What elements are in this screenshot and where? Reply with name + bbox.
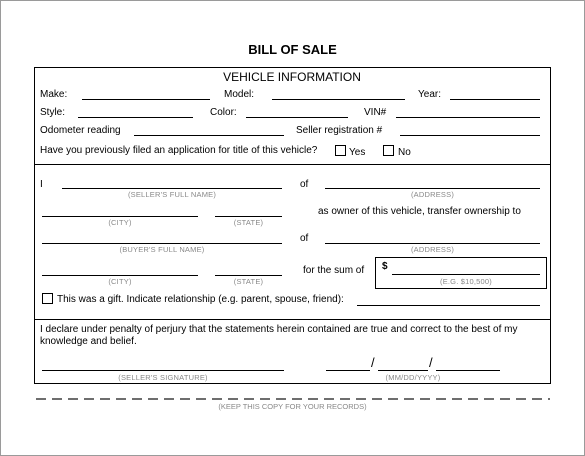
vin-field[interactable] <box>396 117 540 118</box>
color-label: Color: <box>210 107 237 118</box>
buyer-state-caption: (STATE) <box>233 277 264 286</box>
buyer-city-caption: (CITY) <box>108 277 132 286</box>
i-label: I <box>40 179 43 190</box>
make-field[interactable] <box>82 99 210 100</box>
sum-label: for the sum of <box>303 265 365 276</box>
of-label: of <box>300 179 309 190</box>
gift-checkbox[interactable] <box>42 293 53 304</box>
seller-name-caption: (SELLER'S FULL NAME) <box>127 190 217 199</box>
seller-city-field[interactable] <box>42 216 198 217</box>
buyer-address-field[interactable] <box>325 243 540 244</box>
yes-label: Yes <box>349 147 366 158</box>
section-title: VEHICLE INFORMATION <box>223 70 361 84</box>
date-year-field[interactable] <box>436 370 500 371</box>
seller-address-field[interactable] <box>325 188 540 189</box>
of-label-2: of <box>300 233 309 244</box>
buyer-state-field[interactable] <box>215 275 282 276</box>
style-label: Style: <box>40 107 66 118</box>
relationship-field[interactable] <box>357 305 540 306</box>
year-label: Year: <box>418 89 441 100</box>
seller-city-caption: (CITY) <box>108 218 132 227</box>
footer-note: (KEEP THIS COPY FOR YOUR RECORDS) <box>218 402 367 411</box>
cut-line <box>36 398 550 400</box>
date-slash-1: / <box>371 355 375 370</box>
seller-state-field[interactable] <box>215 216 282 217</box>
title-question: Have you previously filed an application for title of this vehicle? <box>40 145 318 156</box>
date-day-field[interactable] <box>378 370 428 371</box>
year-field[interactable] <box>450 99 540 100</box>
make-label: Make: <box>40 89 68 100</box>
model-field[interactable] <box>272 99 405 100</box>
seller-state-caption: (STATE) <box>233 218 264 227</box>
model-label: Model: <box>224 89 255 100</box>
no-label: No <box>398 147 411 158</box>
buyer-name-field[interactable] <box>42 243 282 244</box>
buyer-address-caption: (ADDRESS) <box>410 245 455 254</box>
gift-text: This was a gift. Indicate relationship (e.g. parent, spouse, friend): <box>57 294 344 305</box>
date-slash-2: / <box>429 355 433 370</box>
date-format-caption: (MM/DD/YYYY) <box>385 373 441 382</box>
seller-registration-label: Seller registration # <box>296 125 383 136</box>
signature-caption: (SELLER'S SIGNATURE) <box>118 373 208 382</box>
transfer-text: as owner of this vehicle, transfer ownership to <box>318 206 521 217</box>
buyer-name-caption: (BUYER'S FULL NAME) <box>119 245 205 254</box>
sum-example-caption: (E.G. $10,500) <box>440 277 492 286</box>
date-month-field[interactable] <box>326 370 370 371</box>
seller-name-field[interactable] <box>62 188 282 189</box>
section-divider-2 <box>34 319 551 320</box>
dollar-sign: $ <box>382 261 388 272</box>
declaration-text-line2: knowledge and belief. <box>40 336 137 347</box>
seller-registration-field[interactable] <box>400 135 540 136</box>
document-title: BILL OF SALE <box>248 42 337 57</box>
declaration-text-line1: I declare under penalty of perjury that the statements herein contained are true and correct to the best of my <box>40 324 518 335</box>
buyer-city-field[interactable] <box>42 275 198 276</box>
vin-label: VIN# <box>364 107 387 118</box>
odometer-field[interactable] <box>134 135 284 136</box>
sum-field[interactable] <box>392 274 540 275</box>
signature-field[interactable] <box>42 370 284 371</box>
odometer-label: Odometer reading <box>40 125 121 136</box>
color-field[interactable] <box>246 117 348 118</box>
yes-checkbox[interactable] <box>335 145 346 156</box>
no-checkbox[interactable] <box>383 145 394 156</box>
seller-address-caption: (ADDRESS) <box>410 190 455 199</box>
section-divider-1 <box>34 164 551 165</box>
style-field[interactable] <box>78 117 193 118</box>
